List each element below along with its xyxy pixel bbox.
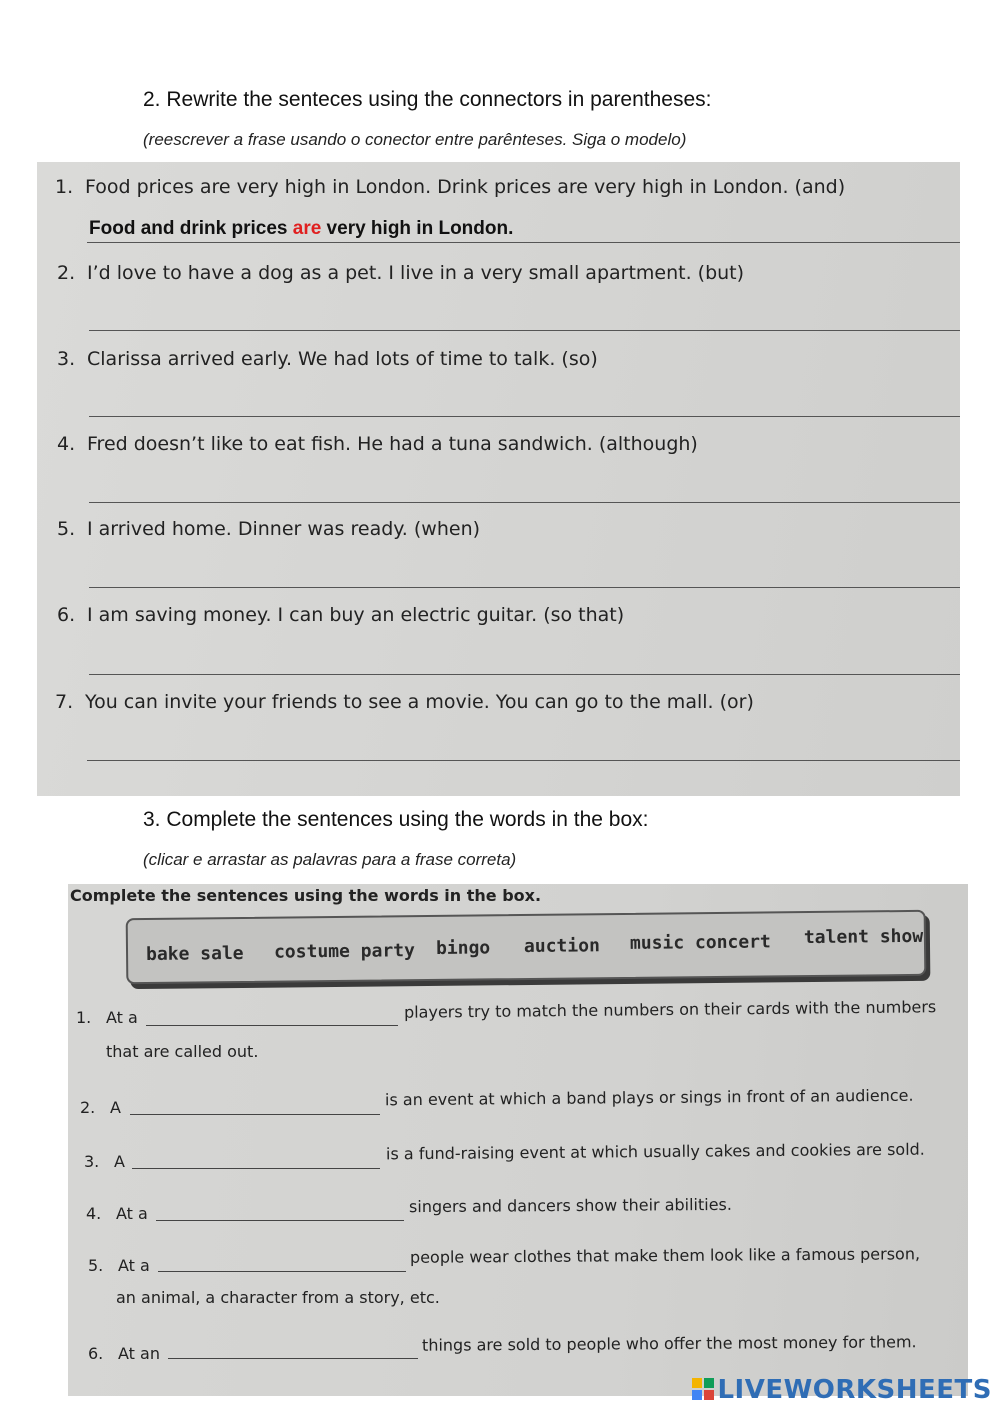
word-costume-party[interactable]: costume party bbox=[273, 940, 416, 963]
word-box-title: Complete the sentences using the words in the box. bbox=[70, 886, 542, 905]
question-3: 3. Clarissa arrived early. We had lots of time to talk. (so) bbox=[57, 348, 598, 370]
sentence-1-prefix: 1. At a bbox=[76, 1008, 138, 1027]
answer-line-5[interactable] bbox=[89, 587, 960, 588]
sentence-2-prefix: 2. A bbox=[80, 1098, 121, 1117]
sentence-4-text: singers and dancers show their abilities. bbox=[408, 1194, 732, 1217]
question-7: 7. You can invite your friends to see a movie. You can go to the mall. (or) bbox=[55, 691, 754, 713]
sentence-5-text: people wear clothes that make them look like a famous person, bbox=[409, 1244, 921, 1267]
sentence-3-text: is a fund-raising event at which usually cakes and cookies are sold. bbox=[385, 1139, 925, 1164]
brand-name: LIVEWORKSHEETS bbox=[717, 1375, 992, 1405]
blank-1[interactable] bbox=[146, 1025, 398, 1026]
answer-line-3[interactable] bbox=[89, 416, 960, 417]
section3-heading: 3. Complete the sentences using the words in the box: bbox=[143, 808, 649, 831]
blank-3[interactable] bbox=[132, 1168, 380, 1169]
exercise-photo-rewrite bbox=[37, 162, 960, 796]
sentence-3-prefix: 3. A bbox=[84, 1152, 125, 1171]
word-box bbox=[126, 910, 927, 984]
sentence-5-continuation: an animal, a character from a story, etc. bbox=[116, 1288, 440, 1307]
model-answer: Food and drink prices are very high in London. bbox=[89, 218, 514, 239]
section3-instruction: (clicar e arrastar as palavras para a frase correta) bbox=[143, 850, 517, 869]
blank-5[interactable] bbox=[158, 1271, 406, 1272]
blank-4[interactable] bbox=[156, 1220, 404, 1221]
answer-line-7[interactable] bbox=[87, 760, 960, 761]
word-music-concert[interactable]: music concert bbox=[629, 931, 771, 954]
section2-heading: 2. Rewrite the senteces using the connectors in parentheses: bbox=[143, 88, 712, 111]
question-2: 2. I’d love to have a dog as a pet. I live in a very small apartment. (but) bbox=[57, 262, 745, 284]
question-4: 4. Fred doesn’t like to eat fish. He had a tuna sandwich. (although) bbox=[57, 433, 698, 455]
answer-line-4[interactable] bbox=[89, 502, 960, 503]
blank-2[interactable] bbox=[130, 1114, 380, 1115]
brand-logo bbox=[692, 1375, 992, 1405]
word-auction[interactable]: auction bbox=[523, 935, 600, 958]
answer-line-6[interactable] bbox=[89, 674, 960, 675]
question-6: 6. I am saving money. I can buy an electric guitar. (so that) bbox=[57, 604, 625, 626]
sentence-6-prefix: 6. At an bbox=[88, 1344, 160, 1363]
word-talent-show[interactable]: talent show bbox=[803, 925, 924, 949]
liveworksheets-logo-icon bbox=[692, 1378, 714, 1400]
answer-line-1 bbox=[87, 242, 960, 243]
sentence-4-prefix: 4. At a bbox=[86, 1204, 148, 1223]
sentence-5-prefix: 5. At a bbox=[88, 1256, 150, 1275]
question-1: 1. Food prices are very high in London. Drink prices are very high in London. (and) bbox=[55, 176, 846, 198]
sentence-2-text: is an event at which a band plays or sings in front of an audience. bbox=[384, 1085, 914, 1110]
sentence-1-continuation: that are called out. bbox=[106, 1042, 259, 1061]
exercise-photo-complete bbox=[68, 884, 968, 1396]
answer-line-2[interactable] bbox=[89, 330, 960, 331]
sentence-1-text: players try to match the numbers on their cards with the numbers bbox=[403, 997, 937, 1022]
blank-6[interactable] bbox=[168, 1358, 418, 1359]
word-bingo[interactable]: bingo bbox=[435, 937, 491, 959]
sentence-6-text: things are sold to people who offer the most money for them. bbox=[421, 1332, 917, 1355]
word-bake-sale[interactable]: bake sale bbox=[145, 942, 244, 965]
question-5: 5. I arrived home. Dinner was ready. (when) bbox=[57, 518, 481, 540]
section2-instruction: (reescrever a frase usando o conector entre parênteses. Siga o modelo) bbox=[143, 130, 687, 149]
